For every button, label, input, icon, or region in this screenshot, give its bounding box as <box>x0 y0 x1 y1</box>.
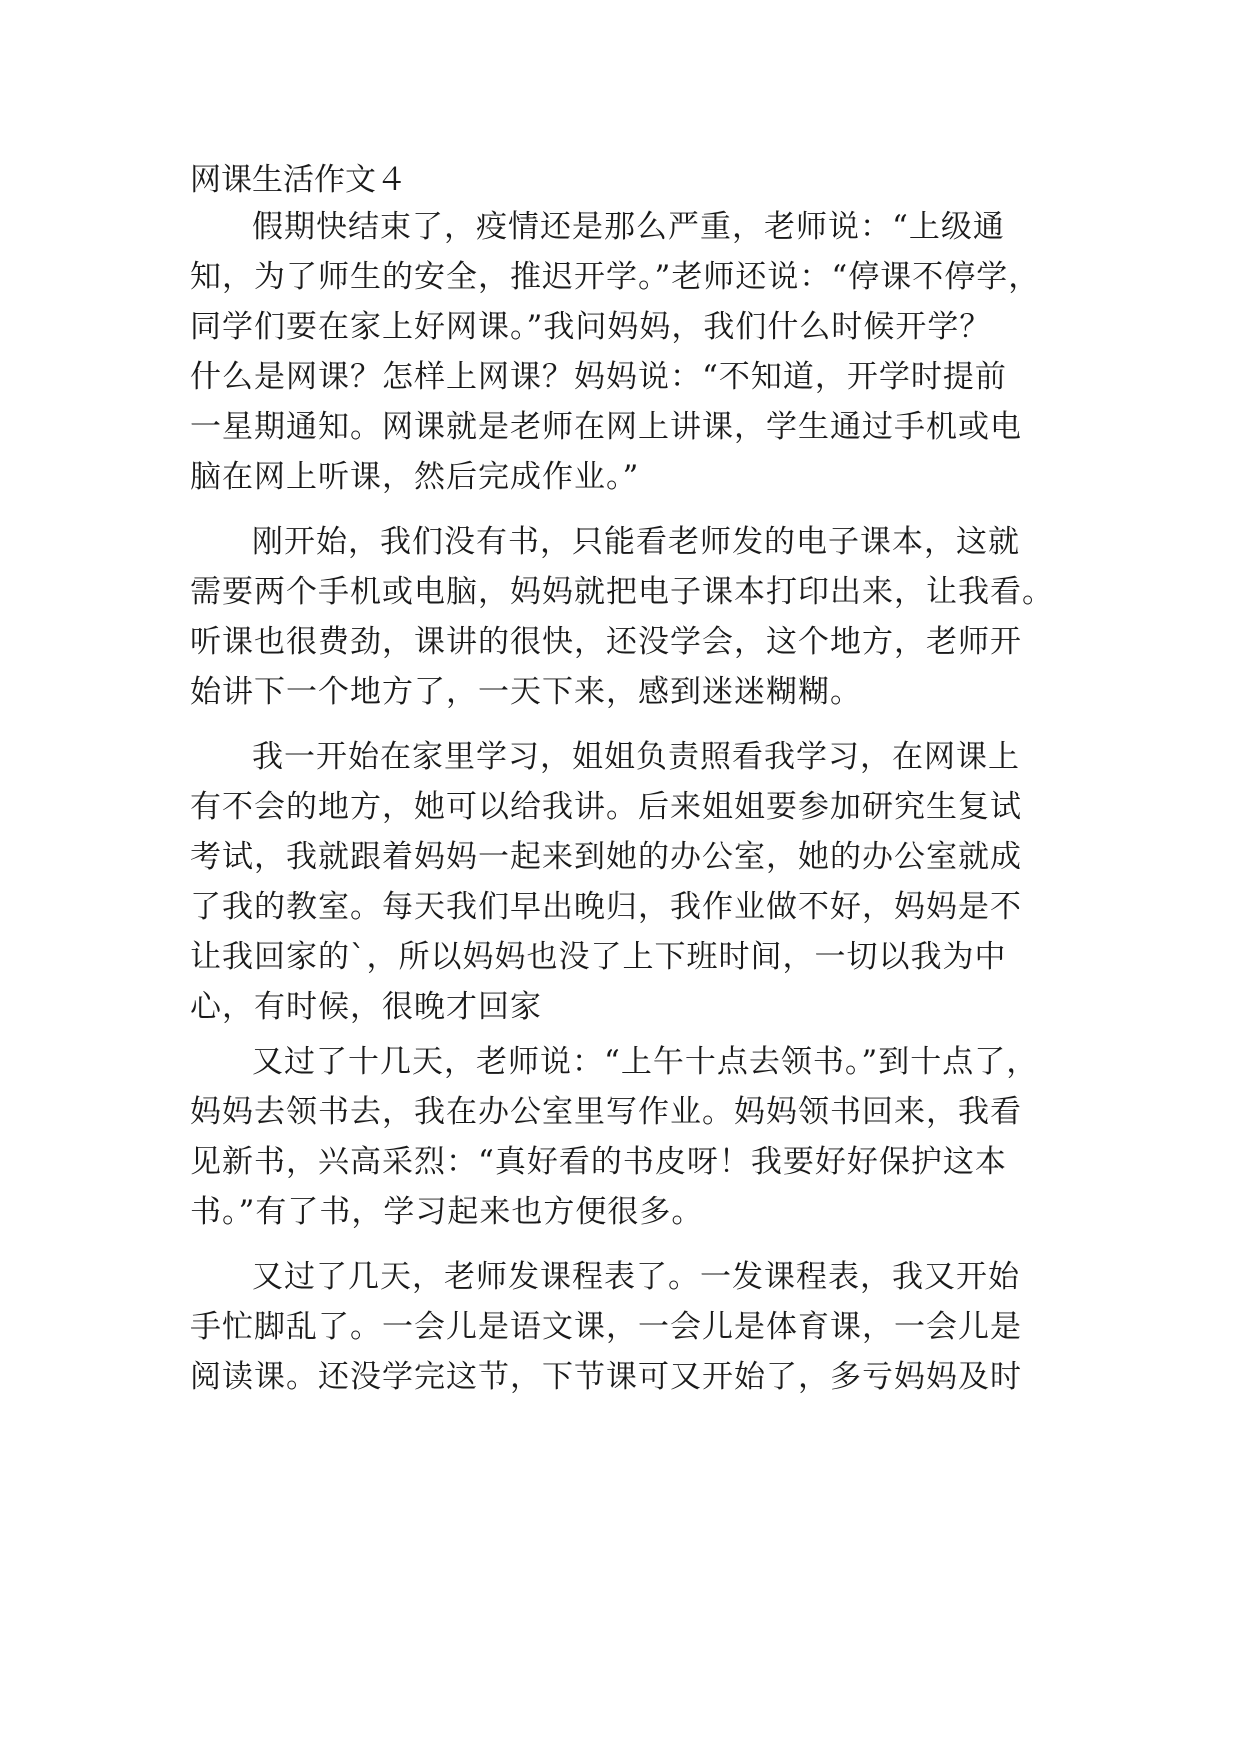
paragraph-2-line-3: 听课也很费劲，课讲的很快，还没学会，这个地方，老师开 <box>190 624 1022 660</box>
paragraph-1-line-6: 脑在网上听课，然后完成作业。” <box>190 459 640 495</box>
paragraph-2-line-1: 刚开始，我们没有书，只能看老师发的电子课本，这就 <box>252 524 1020 560</box>
paragraph-3-line-4: 了我的教室。每天我们早出晚归，我作业做不好，妈妈是不 <box>190 889 1022 925</box>
paragraph-4-line-1: 又过了十几天，老师说：“上午十点去领书。”到十点了， <box>252 1044 1039 1080</box>
paragraph-1-line-3: 同学们要在家上好网课。”我问妈妈，我们什么时候开学？ <box>190 309 992 345</box>
paragraph-3-line-1: 我一开始在家里学习，姐姐负责照看我学习，在网课上 <box>252 739 1020 775</box>
paragraph-1-line-4: 什么是网课？怎样上网课？妈妈说：“不知道，开学时提前 <box>190 359 1007 395</box>
paragraph-5-line-1: 又过了几天，老师发课程表了。一发课程表，我又开始 <box>252 1259 1020 1295</box>
paragraph-1-line-2: 知，为了师生的安全，推迟开学。”老师还说：“停课不停学， <box>190 259 1041 295</box>
paragraph-4-line-3: 见新书，兴高采烈：“真好看的书皮呀！我要好好保护这本 <box>190 1144 1007 1180</box>
paragraph-3-line-5: 让我回家的`，所以妈妈也没了上下班时间，一切以我为中 <box>190 939 1007 975</box>
paragraph-5-line-3: 阅读课。还没学完这节，下节课可又开始了，多亏妈妈及时 <box>190 1359 1022 1395</box>
paragraph-3-line-2: 有不会的地方，她可以给我讲。后来姐姐要参加研究生复试 <box>190 789 1022 825</box>
document-title: 网课生活作文４ <box>190 162 407 198</box>
paragraph-4-line-2: 妈妈去领书去，我在办公室里写作业。妈妈领书回来，我看 <box>190 1094 1022 1130</box>
paragraph-2-line-2: 需要两个手机或电脑，妈妈就把电子课本打印出来，让我看。 <box>190 574 1054 610</box>
paragraph-3-line-6: 心，有时候，很晚才回家 <box>190 989 542 1025</box>
paragraph-1-line-5: 一星期通知。网课就是老师在网上讲课，学生通过手机或电 <box>190 409 1022 445</box>
paragraph-1-line-1: 假期快结束了，疫情还是那么严重，老师说：“上级通 <box>252 209 1005 245</box>
paragraph-2-line-4: 始讲下一个地方了，一天下来，感到迷迷糊糊。 <box>190 674 862 710</box>
paragraph-3-line-3: 考试，我就跟着妈妈一起来到她的办公室，她的办公室就成 <box>190 839 1022 875</box>
paragraph-5-line-2: 手忙脚乱了。一会儿是语文课，一会儿是体育课，一会儿是 <box>190 1309 1022 1345</box>
paragraph-4-line-4: 书。”有了书，学习起来也方便很多。 <box>190 1194 704 1230</box>
